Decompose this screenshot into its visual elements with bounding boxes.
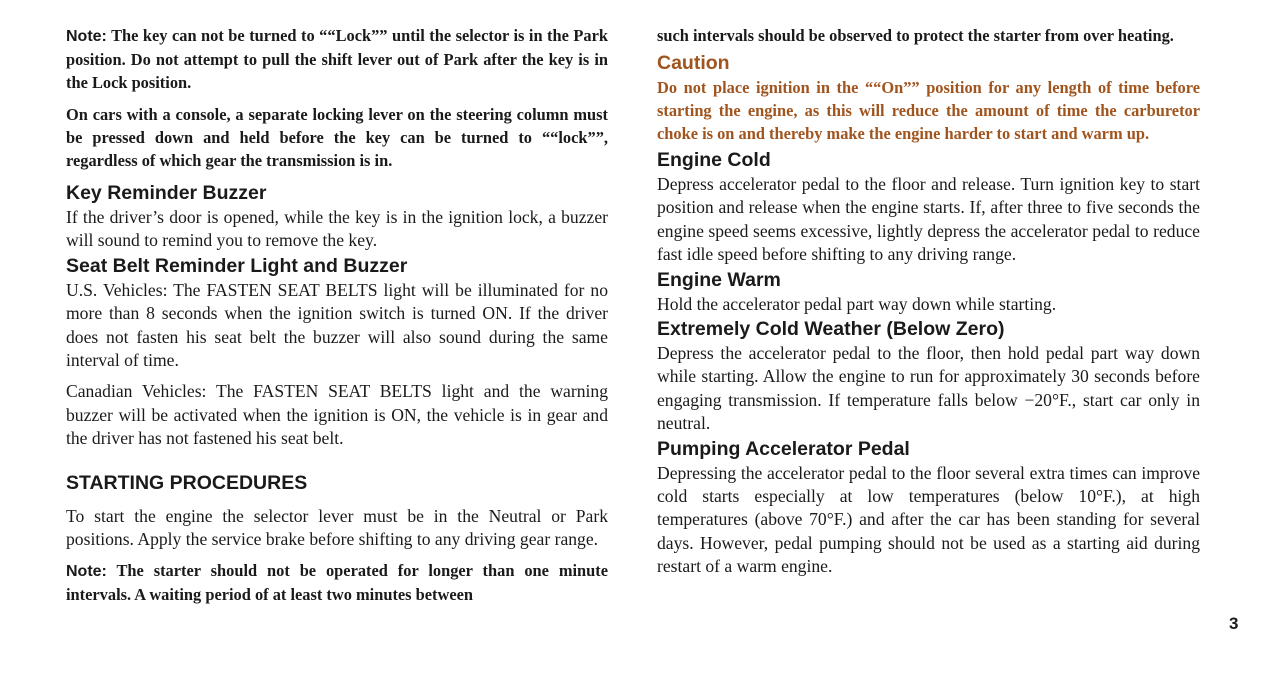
key-reminder-buzzer-text: If the driver’s door is opened, while the key is in the ignition lock, a buzzer will sound to remind you to remove the key. [66, 207, 608, 251]
seat-belt-canadian-vehicles-text: Canadian Vehicles: The FASTEN SEAT BELTS light and the warning buzzer will be activated when the ignition is ON, the vehicle is in gear and the driver has not fastened his seat belt. [66, 381, 608, 449]
extremely-cold-weather-heading: Extremely Cold Weather (Below Zero) [657, 318, 1005, 341]
engine-warm-text: Hold the accelerator pedal part way down while starting. [657, 293, 1057, 314]
starter-note-continuation: such intervals should be observed to protect the starter from over heating. [657, 26, 1174, 45]
engine-warm-heading: Engine Warm [657, 268, 781, 291]
note-text: The starter should not be operated for longer than one minute intervals. A waiting period of at least two minutes between [66, 561, 608, 605]
starting-procedures-text: To start the engine the selector lever must be in the Neutral or Park positions. Apply the service brake before shifting to any driving gear range. [66, 505, 608, 550]
left-column [66, 24, 608, 615]
caution-text: Do not place ignition in the ““On”” position for any length of time before starting the engine, as this will reduce the amount of time the carburetor choke is on and thereby make the engine harder to start and warm up. [657, 78, 1200, 143]
note-label: Note: [66, 563, 107, 581]
page-number: 3 [1229, 614, 1239, 633]
engine-cold-heading: Engine Cold [657, 149, 771, 171]
starting-procedures-heading: STARTING PROCEDURES [66, 471, 308, 494]
seat-belt-reminder-heading: Seat Belt Reminder Light and Buzzer [66, 254, 408, 277]
pumping-accelerator-pedal-heading: Pumping Accelerator Pedal [657, 437, 910, 460]
note-label: Note: [66, 28, 107, 45]
ignition-lock-note [66, 24, 608, 94]
starter-operation-note [66, 559, 608, 606]
engine-cold-text: Depress accelerator pedal to the floor and release. Turn ignition key to start position and release when the engine starts. If, after three to five seconds the engine speed seems excessive, lightly depress the accelerator pedal to reduce fast idle speed before shifting to any driving range. [657, 174, 1200, 265]
key-reminder-buzzer-heading: Key Reminder Buzzer [66, 182, 267, 204]
right-column [657, 24, 1200, 580]
console-locking-lever-note: On cars with a console, a separate locking lever on the steering column must be pressed down and held before the key can be turned to ““lock””, regardless of which gear the transmission is in. [66, 105, 608, 170]
note-text: The key can not be turned to ““Lock”” until the selector is in the Park position. Do not attempt to pull the shift lever out of Park after the key is in the Lock position. [66, 26, 608, 92]
extremely-cold-weather-text: Depress the accelerator pedal to the floor, then hold pedal part way down while starting. Allow the engine to run for approximately 30 seconds before engaging transmission. If temperature falls below −20°F., start car only in neutral. [657, 343, 1200, 434]
caution-heading: Caution [657, 52, 730, 74]
seat-belt-us-vehicles-text: U.S. Vehicles: The FASTEN SEAT BELTS light will be illuminated for no more than 8 seconds when the ignition switch is turned ON. If the driver does not fasten his seat belt the buzzer will also sound during the same interval of time. [66, 279, 608, 371]
pumping-accelerator-pedal-text: Depressing the accelerator pedal to the floor several extra times can improve cold starts especially at low temperatures (below 10°F.), at high temperatures (above 70°F.) and after the car has been standing for several days. However, pedal pumping should not be used as a starting aid during restart of a warm engine. [657, 462, 1200, 577]
